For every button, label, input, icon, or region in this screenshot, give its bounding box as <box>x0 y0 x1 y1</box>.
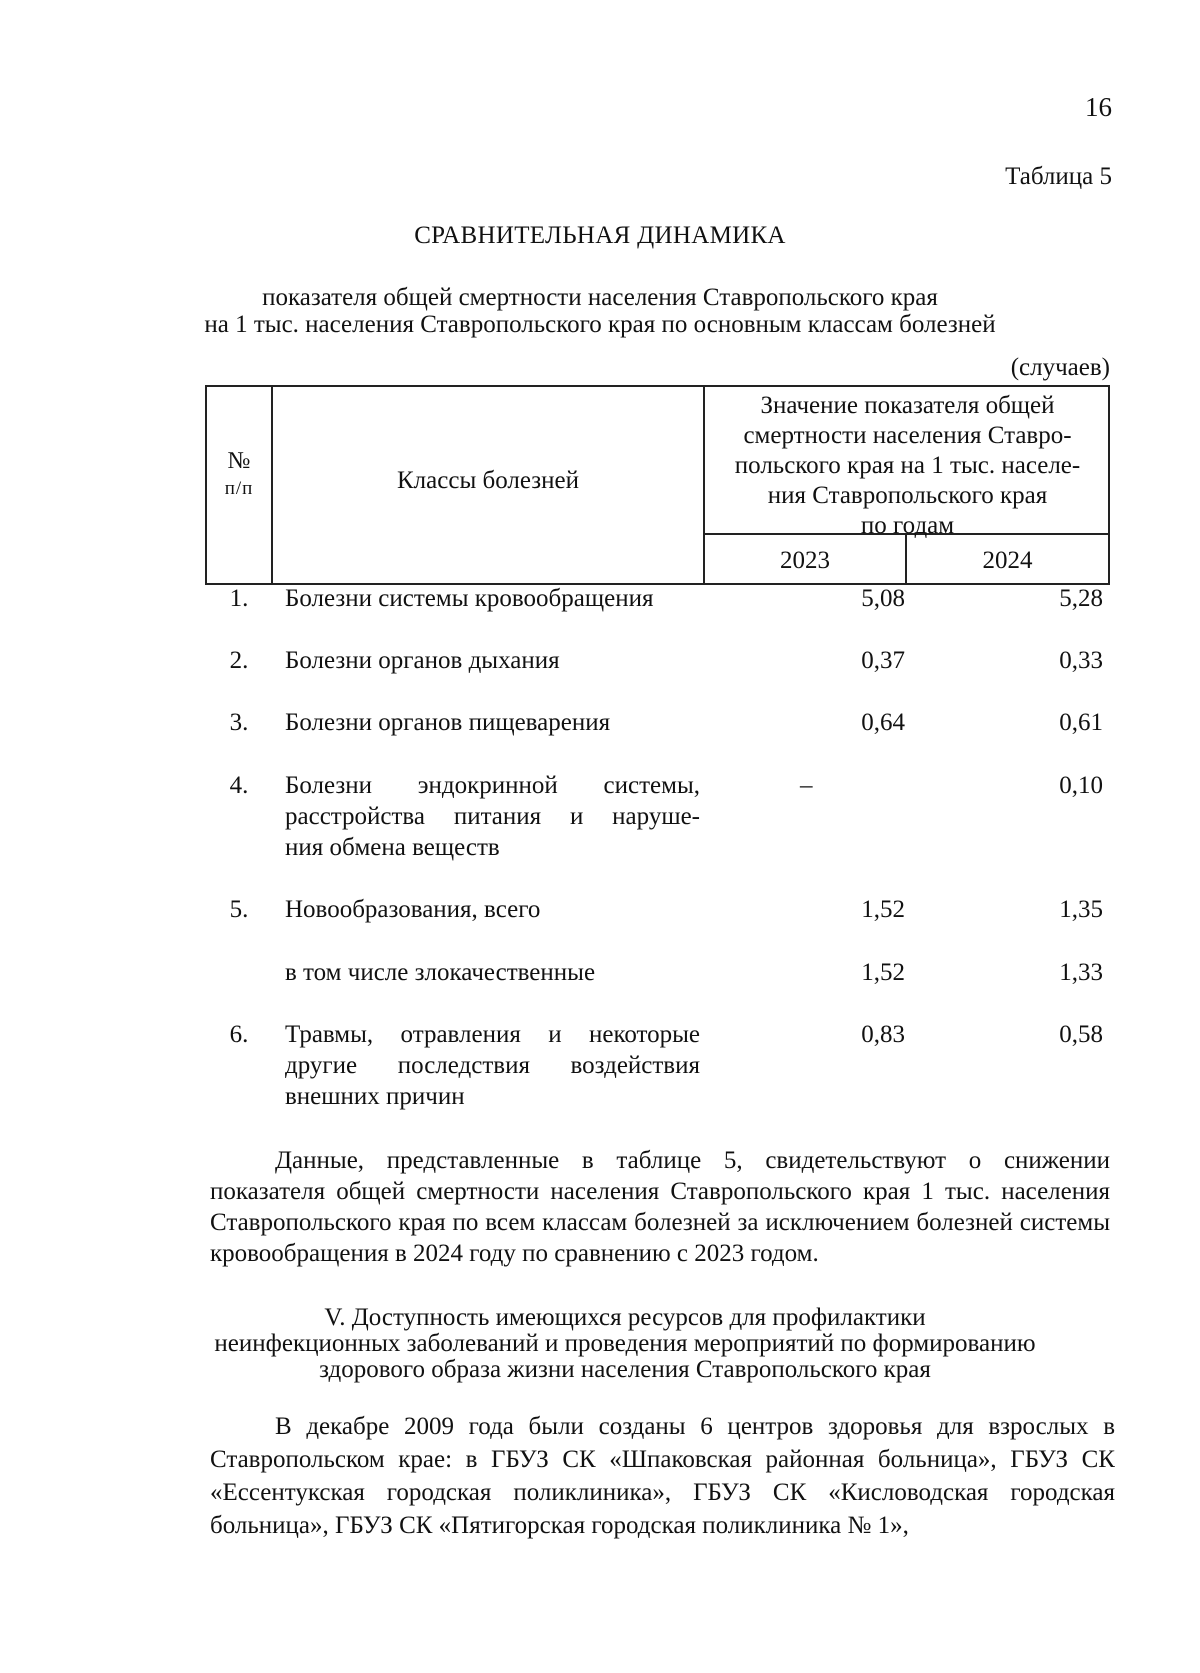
subtitle-line: на 1 тыс. населения Ставропольского края по основным классам болезней <box>204 311 996 338</box>
row-value-2024: 0,33 <box>1059 647 1103 674</box>
row-value-2023: 1,52 <box>861 959 905 986</box>
subtitle-line: показателя общей смертности населения Ставропольского края <box>262 284 938 311</box>
row-disease-class: в том числе злокачественные <box>285 959 596 986</box>
row-value-2024: 5,28 <box>1059 585 1103 612</box>
row-disease-class-line: расстройства питания и наруше- <box>285 803 700 830</box>
row-value-2024: 1,33 <box>1059 959 1103 986</box>
row-number: 2. <box>229 647 249 674</box>
table-subtitle <box>60 284 1140 338</box>
page-number: 16 <box>1085 92 1112 122</box>
header-value-line: смертности населения Ставро- <box>743 422 1072 449</box>
header-year-2024: 2024 <box>982 547 1033 574</box>
row-disease-class-line: внешних причин <box>285 1083 465 1110</box>
row-disease-class-line: ния обмена веществ <box>285 834 500 861</box>
row-disease-class-line: Травмы, отравления и некоторые <box>285 1021 700 1048</box>
row-disease-class: Новообразования, всего <box>285 896 541 923</box>
row-value-2024: 0,58 <box>1059 1021 1103 1048</box>
row-number: 5. <box>229 896 249 923</box>
row-value-2023: 0,83 <box>861 1021 905 1048</box>
header-value-line: Значение показателя общей <box>760 392 1055 419</box>
row-disease-class <box>285 770 700 863</box>
row-disease-class-line: Болезни эндокринной системы, <box>285 772 700 799</box>
row-disease-class: Болезни системы кровообращения <box>285 585 654 612</box>
header-value-line: ния Ставропольского края <box>767 482 1048 509</box>
header-class: Классы болезней <box>397 467 579 494</box>
row-value-2023: – <box>800 772 813 799</box>
header-value <box>705 391 1110 541</box>
section-heading <box>130 1305 1120 1383</box>
row-number: 4. <box>229 772 249 799</box>
table-header <box>205 385 1110 585</box>
row-number: 6. <box>229 1021 249 1048</box>
header-number-sign: № <box>227 448 251 474</box>
body-paragraph: В декабре 2009 года были созданы 6 центров здоровья для взрослых в Ставропольском крае: в ГБУЗ СК «Шпаковская районная больница», ГБУЗ СК «Ессентукская городская поликлиника», ГБУЗ СК «Кисловодская городская больница», ГБУЗ СК «Пятигорская городская поликлиника № 1», <box>210 1413 1115 1539</box>
row-value-2024: 0,61 <box>1059 709 1103 736</box>
table-title: СРАВНИТЕЛЬНАЯ ДИНАМИКА <box>414 222 786 249</box>
row-value-2023: 5,08 <box>861 585 905 612</box>
units-label: (случаев) <box>1010 354 1110 381</box>
header-number-abbr: п/п <box>224 478 254 499</box>
row-disease-class: Болезни органов дыхания <box>285 647 560 674</box>
header-year-2023: 2023 <box>780 547 830 574</box>
section-heading-line: V. Доступность имеющихся ресурсов для профилактики <box>324 1304 926 1331</box>
row-value-2023: 1,52 <box>861 896 905 923</box>
row-number: 3. <box>229 709 249 736</box>
row-number: 1. <box>229 585 249 612</box>
row-value-2024: 0,10 <box>1059 772 1103 799</box>
header-value-line: польского края на 1 тыс. населе- <box>734 452 1081 479</box>
section-heading-line: здорового образа жизни населения Ставропольского края <box>319 1356 931 1383</box>
row-value-2023: 0,64 <box>861 709 905 736</box>
header-value-line: по годам <box>860 512 955 539</box>
row-disease-class: Болезни органов пищеварения <box>285 709 611 736</box>
row-value-2024: 1,35 <box>1059 896 1103 923</box>
row-value-2023: 0,37 <box>861 647 905 674</box>
header-number <box>205 447 273 503</box>
body-paragraph: Данные, представленные в таблице 5, свидетельствуют о снижении показателя общей смертности населения Ставропольского края 1 тыс. населения Ставропольского края по всем классам болезней за исключением болезней системы кровообращения в 2024 году по сравнению с 2023 годом. <box>210 1147 1110 1267</box>
table-label: Таблица 5 <box>1005 163 1112 190</box>
section-heading-line: неинфекционных заболеваний и проведения мероприятий по формированию <box>214 1330 1036 1357</box>
row-disease-class-line: другие последствия воздействия <box>285 1052 700 1079</box>
row-disease-class <box>285 1019 700 1112</box>
